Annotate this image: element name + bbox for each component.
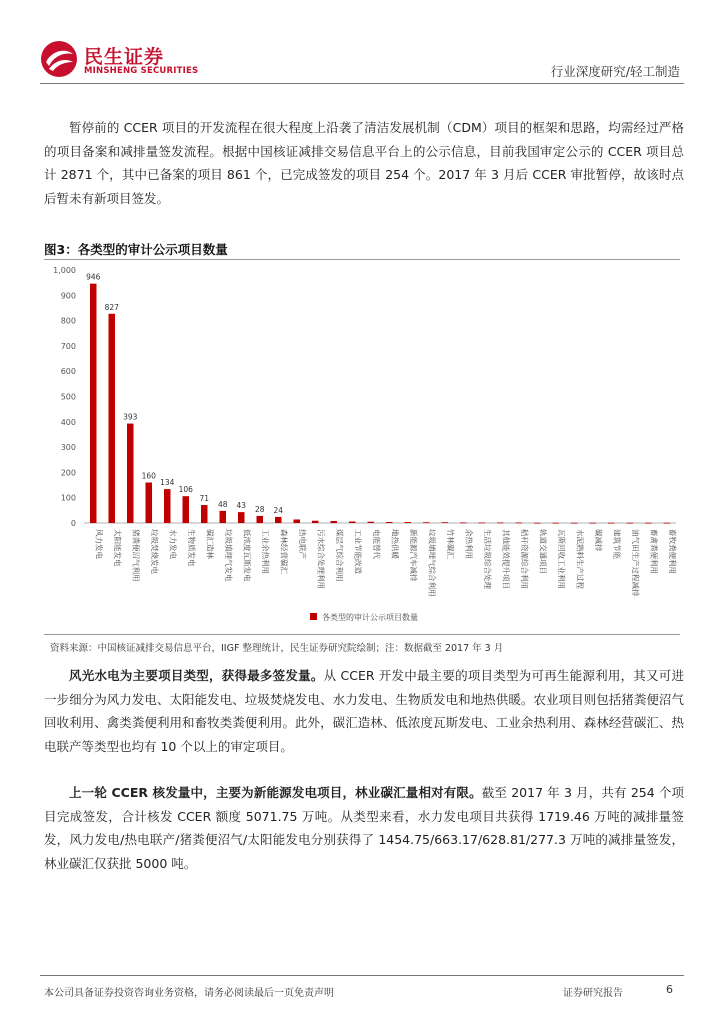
y-tick-label: 1,000: [53, 266, 76, 275]
bar-chart: [44, 262, 680, 632]
figure-title-rule: [44, 259, 680, 260]
bar: [90, 284, 97, 523]
bar: [627, 523, 634, 524]
bar-data-label: 48: [217, 499, 228, 509]
header-divider: [40, 83, 684, 84]
paragraph-3-heading: 上一轮 CCER 核发量中，主要为新能源发电项目，林业碳汇量相对有限。: [69, 785, 482, 800]
bar: [183, 496, 190, 523]
bar: [238, 512, 245, 523]
x-category-label: 建筑节能: [612, 529, 622, 559]
bar: [294, 519, 301, 523]
x-category-label: 垃圾焚烧发电: [149, 529, 159, 574]
bar: [386, 522, 393, 523]
x-category-label: 风力发电: [94, 529, 104, 559]
bar-data-label: 393: [123, 412, 138, 422]
x-category-label: 油气田生产过程减排: [630, 529, 640, 597]
x-category-label: 新能源汽车减排: [408, 529, 418, 582]
paragraph-2-heading: 风光水电为主要项目类型，获得最多签发量。: [69, 668, 324, 683]
legend-swatch: [310, 613, 317, 620]
x-category-label: 碳汇造林: [205, 529, 215, 559]
brand-name-en: MINSHENG SECURITIES: [84, 66, 199, 76]
paragraph-main-project-types: [44, 664, 684, 758]
footer-divider: [40, 975, 684, 976]
y-tick-label: 500: [60, 392, 76, 402]
bar: [423, 522, 430, 523]
x-category-label: 余热利用: [464, 529, 474, 559]
page-number: 6: [666, 983, 673, 996]
bar-data-label: 134: [160, 478, 175, 488]
y-tick-label: 200: [60, 468, 76, 478]
bar-data-label: 24: [273, 505, 284, 515]
x-category-label: 秸秆资源综合利用: [519, 529, 529, 589]
x-category-label: 工业节能改造: [353, 529, 363, 574]
bar: [312, 521, 319, 523]
report-category: 行业深度研究/轻工制造: [550, 64, 680, 79]
x-category-label: 污水综合处理利用: [316, 529, 326, 589]
figure-title: 图3：各类型的审计公示项目数量: [44, 242, 228, 257]
bar: [220, 511, 227, 523]
x-category-label: 电能替代: [371, 529, 381, 559]
bar: [571, 523, 578, 524]
bar-data-label: 106: [178, 485, 193, 495]
minsheng-logo-icon: [40, 40, 78, 78]
bar-data-label: 28: [254, 504, 265, 514]
bar: [442, 522, 449, 523]
x-category-label: 畜牧粪便利用: [667, 529, 677, 574]
x-category-label: 垃圾填埋气综合利用: [427, 529, 437, 597]
bar: [349, 521, 356, 523]
bar: [645, 523, 652, 524]
x-category-label: 竹林碳汇: [445, 529, 455, 559]
x-category-label: 畜禽粪便利用: [649, 529, 659, 574]
x-category-label: 垃圾填埋气发电: [223, 529, 233, 582]
x-category-label: 森林经营碳汇: [279, 529, 289, 574]
x-category-label: 生物质发电: [186, 529, 196, 567]
bar: [127, 424, 134, 523]
y-tick-label: 100: [60, 493, 76, 503]
bar-data-label: 946: [86, 272, 101, 282]
bar: [275, 517, 282, 523]
x-category-label: 轨道交通项目: [538, 529, 548, 574]
y-tick-label: 700: [60, 341, 76, 351]
x-category-label: 热电联产: [297, 529, 307, 559]
bar: [405, 522, 412, 523]
y-tick-label: 900: [60, 291, 76, 301]
bar: [331, 521, 338, 523]
bar-data-label: 827: [104, 302, 119, 312]
bar: [553, 523, 560, 524]
source-rule: [44, 634, 680, 635]
bar: [497, 522, 504, 523]
bar: [608, 523, 615, 524]
y-tick-label: 800: [60, 316, 76, 326]
x-category-label: 太阳能发电: [112, 529, 122, 567]
x-category-label: 工业余热利用: [260, 529, 270, 574]
x-category-label: 低浓度瓦斯发电: [242, 529, 252, 582]
footer-report-type: 证券研究报告: [563, 988, 623, 999]
x-category-label: 地热供暖: [390, 529, 400, 559]
x-category-label: 猪粪便沼气利用: [131, 529, 141, 582]
footer-disclaimer: 本公司具备证券投资咨询业务资格，请务必阅读最后一页免责声明: [44, 988, 334, 999]
y-tick-label: 400: [60, 417, 76, 427]
brand-logo: [40, 40, 199, 80]
y-tick-label: 300: [60, 443, 76, 453]
bar: [460, 522, 467, 523]
x-category-label: 其他能效提升项目: [501, 529, 511, 589]
bar: [146, 483, 153, 523]
bar: [479, 522, 486, 523]
bar: [590, 523, 597, 524]
bar: [664, 523, 671, 524]
bar: [164, 489, 171, 523]
bar: [109, 314, 116, 523]
y-tick-label: 0: [70, 519, 76, 528]
paragraph-ccer-process: 暂停前的 CCER 项目的开发流程在很大程度上沿袭了清洁发展机制（CDM）项目的框架和思路，均需经过严格的项目备案和减排量签发流程。根据中国核证减排交易信息平台上的公示信息，目前我国审定公示的 CCER 项目总计 2871 个，其中已备案的项目 861 个，已完成签发的项目 254 个。2017 年 3 月后 CCER 审批暂停，故该时点后暂未有新项目签发。: [44, 120, 684, 206]
x-category-label: 煤层气综合利用: [334, 529, 344, 582]
paragraph-3-body: 截至 2017 年 3 月，共有 254 个项目完成签发，合计核发 CCER 额度 5071.75 万吨。从类型来看，水力发电项目共获得 1719.46 万吨的减排量签发，风力发电/热电联产/猪粪便沼气/太阳能发电分别获得了 1454.75/663.17/628.81/277.3 万吨的减排量签发，林业碳汇仅获批 5000 吨。: [44, 785, 685, 871]
paragraph-2-body: 从 CCER 开发中最主要的项目类型为可再生能源利用，其又可进一步细分为风力发电、太阳能发电、垃圾焚烧发电、水力发电、生物质发电和地热供暖。农业项目则包括猪粪便沼气回收利用、禽类粪便利用和畜牧类粪便利用。此外，碳汇造林、低浓度瓦斯发电、工业余热利用、森林经营碳汇、热电联产等类型也均有 10 个以上的审定项目。: [44, 668, 684, 754]
bar-data-label: 71: [199, 494, 210, 504]
x-category-label: 水力发电: [168, 529, 178, 559]
x-category-label: 水泥熟料生产过程: [575, 529, 585, 589]
figure-source: 资料来源：中国核证减排交易信息平台，IIGF 整理统计，民生证券研究院绘制；注：数据截至 2017 年 3 月: [50, 643, 504, 654]
x-category-label: 瓦斯回收工业利用: [556, 529, 566, 589]
bar: [201, 505, 208, 523]
bar-data-label: 43: [236, 501, 247, 511]
y-tick-label: 600: [60, 367, 76, 377]
bar: [534, 523, 541, 524]
bar: [368, 522, 375, 523]
legend-label: 各类型的审计公示项目数量: [322, 613, 418, 622]
bar: [516, 522, 523, 523]
x-category-label: 生活垃圾综合处理: [482, 529, 492, 589]
brand-name-cn: 民生证券: [84, 46, 165, 68]
x-category-label: 碳减排: [593, 529, 603, 552]
paragraph-issuance: [44, 781, 684, 875]
bar-data-label: 160: [141, 471, 156, 481]
bar: [257, 516, 264, 523]
